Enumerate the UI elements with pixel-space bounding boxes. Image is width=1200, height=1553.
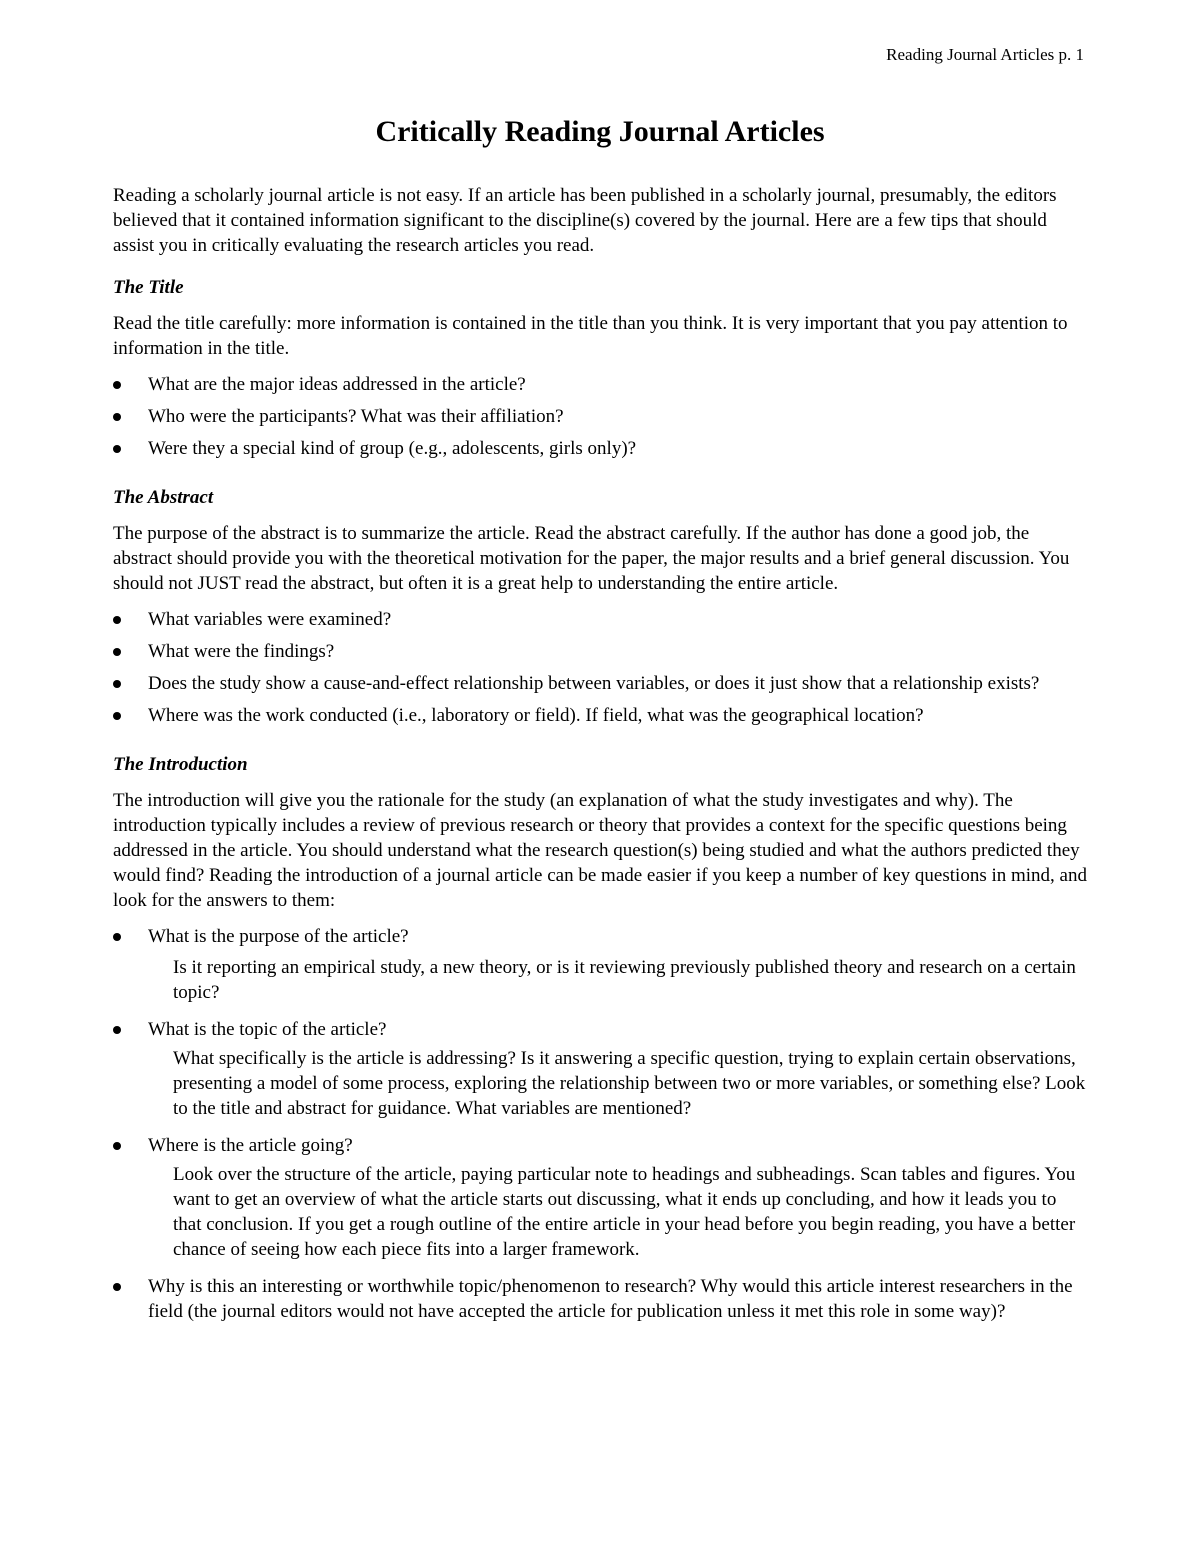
section-heading-introduction: The Introduction	[113, 754, 248, 775]
list-item	[113, 1274, 1088, 1324]
list-item-detail: Is it reporting an empirical study, a new theory, or is it reviewing previously published theory and research on a certain topic?	[173, 957, 1076, 1003]
list-item	[113, 639, 1088, 664]
bullet-icon	[113, 1026, 121, 1034]
bullet-icon	[113, 933, 121, 941]
list-item-detail: Look over the structure of the article, paying particular note to headings and subheadings. Scan tables and figures. You want to get an overview of what the article starts out discussing, what it ends up concluding, and how it leads you to that conclusion. If you get a rough outline of the entire article in your head before you begin reading, you have a better chance of seeing how each piece fits into a larger framework.	[173, 1164, 1076, 1260]
list-item-text: Does the study show a cause-and-effect relationship between variables, or does it just show that a relationship exists?	[148, 673, 1040, 694]
list-item-text: What were the findings?	[148, 641, 335, 662]
abstract-list	[113, 607, 1088, 728]
list-item-detail: What specifically is the article is addressing? Is it answering a specific question, trying to explain certain observations, presenting a model of some process, exploring the relationship between two or more variables, or something else? Look to the title and abstract for guidance. What variables are mentioned?	[173, 1048, 1086, 1119]
list-item-text: Where was the work conducted (i.e., laboratory or field). If field, what was the geographical location?	[148, 705, 924, 726]
bullet-icon	[113, 381, 121, 389]
section-heading-abstract: The Abstract	[113, 487, 214, 508]
list-item-question: Why is this an interesting or worthwhile topic/phenomenon to research? Why would this article interest researchers in the field (the journal editors would not have accepted the article for publication unless it met this role in some way)?	[148, 1276, 1073, 1322]
bullet-icon	[113, 616, 121, 624]
list-item-question: Where is the article going?	[148, 1135, 353, 1156]
list-item-question: What is the topic of the article?	[148, 1019, 387, 1040]
bullet-icon	[113, 712, 121, 720]
introduction-paragraph: The introduction will give you the rationale for the study (an explanation of what the study investigates and why). The introduction typically includes a review of previous research or theory that provides a context for the specific questions being addressed in the article. You should understand what the research question(s) being studied and what the authors predicted they would find? Reading the introduction of a journal article can be made easier if you keep a number of key questions in mind, and look for the answers to them:	[113, 790, 1087, 911]
list-item-question: What is the purpose of the article?	[148, 926, 409, 947]
list-item	[113, 703, 1088, 728]
bullet-icon	[113, 1283, 121, 1291]
bullet-icon	[113, 680, 121, 688]
page-title: Critically Reading Journal Articles	[375, 115, 825, 148]
introduction-list	[113, 924, 1088, 1324]
title-section-paragraph: Read the title carefully: more information is contained in the title than you think. It is very important that you pay attention to information in the title.	[113, 313, 1068, 359]
list-item-text: Were they a special kind of group (e.g., adolescents, girls only)?	[148, 438, 637, 459]
list-item	[113, 924, 1088, 1005]
bullet-icon	[113, 648, 121, 656]
section-heading-title: The Title	[113, 277, 184, 298]
bullet-icon	[113, 1142, 121, 1150]
title-section-list	[113, 372, 1088, 461]
list-item-text: Who were the participants? What was their affiliation?	[148, 406, 564, 427]
bullet-icon	[113, 445, 121, 453]
list-item-text: What are the major ideas addressed in the article?	[148, 374, 526, 395]
bullet-icon	[113, 413, 121, 421]
running-header: Reading Journal Articles p. 1	[886, 45, 1084, 64]
list-item	[113, 1133, 1088, 1262]
list-item	[113, 404, 1088, 429]
list-item	[113, 1017, 1088, 1121]
abstract-paragraph: The purpose of the abstract is to summarize the article. Read the abstract carefully. If the author has done a good job, the abstract should provide you with the theoretical motivation for the paper, the major results and a brief general discussion. You should not JUST read the abstract, but often it is a great help to understanding the entire article.	[113, 523, 1070, 594]
document-body	[113, 183, 1088, 1331]
list-item	[113, 372, 1088, 397]
list-item	[113, 671, 1088, 696]
intro-paragraph: Reading a scholarly journal article is not easy. If an article has been published in a scholarly journal, presumably, the editors believed that it contained information significant to the discipline(s) covered by the journal. Here are a few tips that should assist you in critically evaluating the research articles you read.	[113, 185, 1057, 256]
list-item-text: What variables were examined?	[148, 609, 392, 630]
list-item	[113, 436, 1088, 461]
list-item	[113, 607, 1088, 632]
